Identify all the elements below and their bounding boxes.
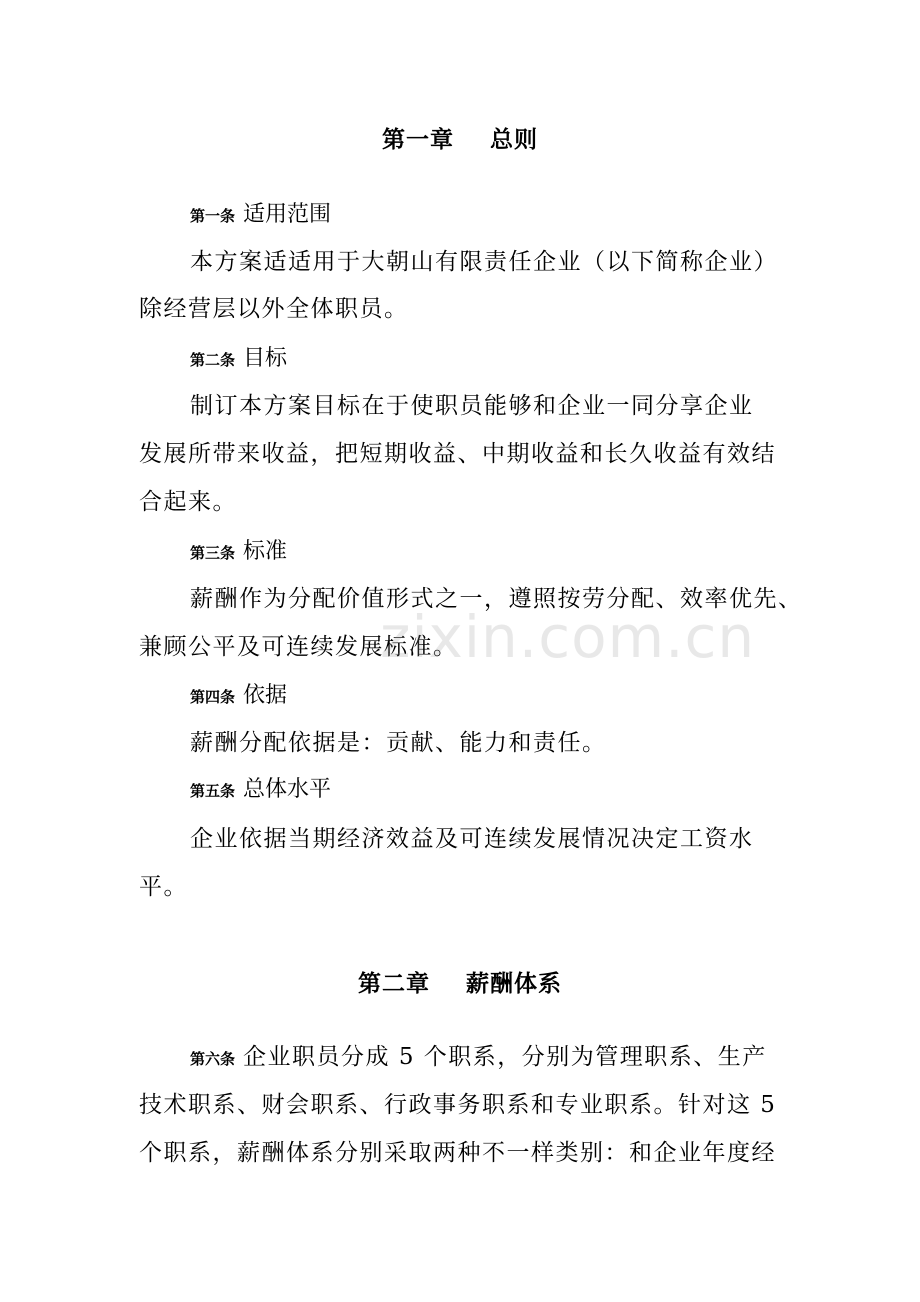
article-4-title: 依据 <box>243 683 288 708</box>
article-3-line-1: 薪酬作为分配价值形式之一，遵照按劳分配、效率优先、 <box>190 586 803 612</box>
article-5-line-1: 企业依据当期经济效益及可连续发展情况决定工资水 <box>190 826 754 852</box>
article-2-line-3: 合起来。 <box>139 489 237 515</box>
article-1-title: 适用范围 <box>243 202 332 227</box>
watermark: zixin.com.cn <box>380 603 756 671</box>
article-5-number: 第五条 <box>190 782 236 800</box>
article-6-line-3: 个职系，薪酬体系分别采取两种不一样类别：和企业年度经 <box>139 1140 776 1166</box>
article-4-number: 第四条 <box>190 688 236 706</box>
article-2-line-2: 发展所带来收益，把短期收益、中期收益和长久收益有效结 <box>139 441 776 467</box>
article-2-line-1: 制订本方案目标在于使职员能够和企业一同分享企业 <box>190 393 754 419</box>
chapter-2-title: 第二章 薪酬体系 <box>357 970 563 997</box>
article-2-heading <box>190 341 287 372</box>
article-3-line-2: 兼顾公平及可连续发展标准。 <box>139 634 458 660</box>
article-5-title: 总体水平 <box>243 777 332 802</box>
article-1-line-1: 本方案适适用于大朝山有限责任企业（以下简称企业） <box>190 249 778 275</box>
article-6-line-2: 技术职系、财会职系、行政事务职系和专业职系。针对这 5 <box>139 1092 777 1118</box>
article-5-heading <box>190 772 331 803</box>
article-3-title: 标准 <box>243 539 288 564</box>
article-6-number: 第六条 <box>190 1050 236 1068</box>
article-2-title: 目标 <box>243 346 288 371</box>
article-6-first-text: 企业职员分成 5 个职系，分别为管理职系、生产 <box>243 1044 767 1070</box>
article-4-heading <box>190 678 287 709</box>
article-1-number: 第一条 <box>190 207 236 225</box>
article-3-heading <box>190 534 287 565</box>
chapter-1-title: 第一章 总则 <box>381 126 539 153</box>
article-1-line-2: 除经营层以外全体职员。 <box>139 296 409 322</box>
article-6-line-1 <box>190 1038 767 1071</box>
article-4-line-1: 薪酬分配依据是：贡献、能力和责任。 <box>190 730 607 756</box>
article-5-line-2: 平。 <box>139 874 188 900</box>
article-2-number: 第二条 <box>190 351 236 369</box>
article-3-number: 第三条 <box>190 544 236 562</box>
article-1-heading <box>190 197 331 228</box>
